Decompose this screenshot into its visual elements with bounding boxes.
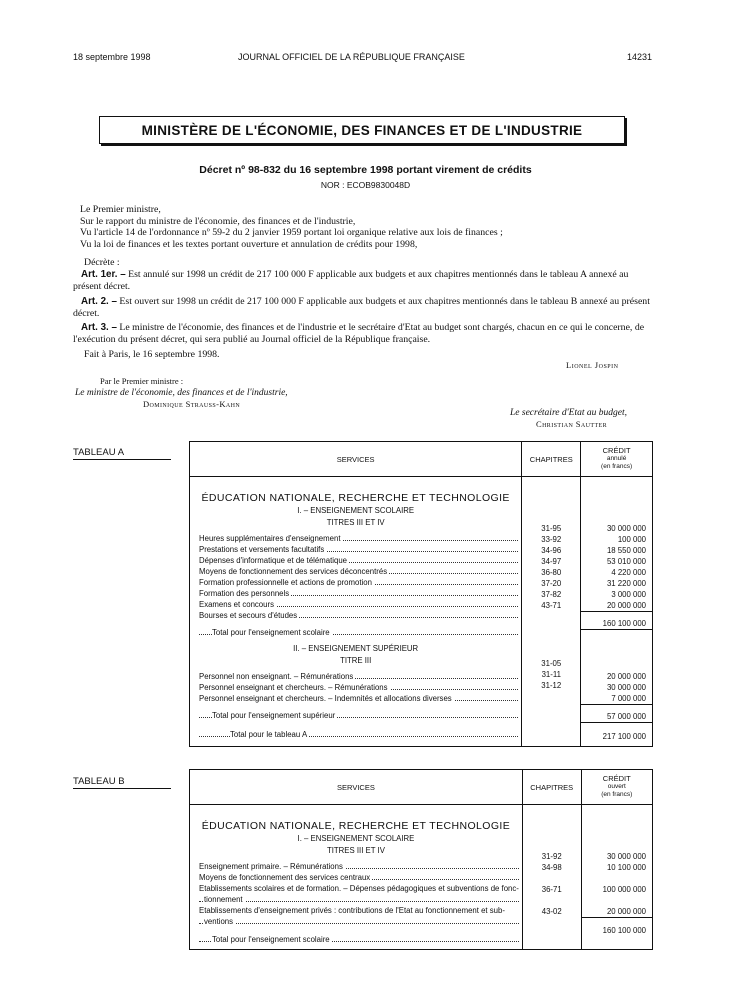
amount-cell: 20 000 000 xyxy=(606,907,646,916)
pm-signature: Lionel Jospin xyxy=(566,360,619,370)
chapter-cell: 31-95 xyxy=(541,524,562,533)
table-row-label: Personnel enseignant et chercheurs. – Indemnités et allocations diverses xyxy=(190,693,521,704)
table-row-label: Dépenses d'informatique et de télématique xyxy=(190,555,521,566)
minister-title: Le ministre de l'économie, des finances et de l'industrie, xyxy=(75,388,288,398)
chapter-cell: 31-92 xyxy=(541,852,562,861)
section-heading: ÉDUCATION NATIONALE, RECHERCHE ET TECHNOLOGIE xyxy=(201,820,511,832)
amount-cell: 53 010 000 xyxy=(606,557,646,566)
chapter-cell: 37-20 xyxy=(541,579,562,588)
table-header-row xyxy=(190,770,653,805)
tableau-a-table xyxy=(189,441,653,747)
ministry-title: MINISTÈRE DE L'ÉCONOMIE, DES FINANCES ET DE L'INDUSTRIE xyxy=(141,122,583,138)
article-1-text: Est annulé sur 1998 un crédit de 217 100 000 F applicable aux budgets et aux chapitres mentionnés dans le tableau A annexé au présent décret. xyxy=(73,269,629,292)
table-row-label: Examens et concours xyxy=(190,599,521,610)
header-journal: JOURNAL OFFICIEL DE LA RÉPUBLIQUE FRANÇAISE xyxy=(238,52,465,62)
par-le-pm: Par le Premier ministre : xyxy=(100,376,184,386)
minister-name: Dominique Strauss-Kahn xyxy=(143,399,241,409)
header-page-number: 14231 xyxy=(627,52,653,62)
total-row-label: Total pour l'enseignement supérieur xyxy=(190,710,521,721)
article-3 xyxy=(73,322,655,345)
services-column xyxy=(190,477,522,747)
table-row-label: Heures supplémentaires d'enseignement xyxy=(190,533,521,544)
table-row-label-line-2: tionnement xyxy=(190,894,522,905)
table-row-label: Prestations et versements facultatifs xyxy=(190,544,521,555)
table-row-label-line-1: Etablissements d'enseignement privés : contributions de l'Etat au fonctionnement et sub- xyxy=(199,906,505,915)
chapter-cell: 36-80 xyxy=(541,568,562,577)
section-heading: ÉDUCATION NATIONALE, RECHERCHE ET TECHNOLOGIE xyxy=(201,492,510,504)
subsection-heading: II. – ENSEIGNEMENT SUPÉRIEUR xyxy=(293,644,419,653)
preamble xyxy=(80,204,662,250)
total-row-label: Total pour l'enseignement scolaire xyxy=(190,627,521,638)
amount-cell: 100 000 xyxy=(617,535,646,544)
table-row-label: Enseignement primaire. – Rémunérations xyxy=(190,861,522,872)
header-date: 18 septembre 1998 xyxy=(73,52,151,62)
col-chapitres: CHAPITRES xyxy=(522,770,581,805)
chapter-cell: 31-12 xyxy=(541,681,562,690)
grand-total-label: Total pour le tableau A xyxy=(190,729,521,740)
col-credit-line-1: CRÉDIT xyxy=(602,446,631,455)
chapitres-column xyxy=(522,805,581,950)
amount-cell: 20 000 000 xyxy=(606,672,646,681)
secretary-title: Le secrétaire d'Etat au budget, xyxy=(510,408,627,418)
total-amount-cell: 57 000 000 xyxy=(606,712,646,721)
table-header-row xyxy=(190,442,653,477)
total-amount-cell: 160 100 000 xyxy=(602,926,646,935)
amount-cell: 10 100 000 xyxy=(606,863,646,872)
preamble-line: Sur le rapport du ministre de l'économie, des finances et de l'industrie, xyxy=(80,215,356,227)
ministry-banner xyxy=(99,116,625,144)
tableau-a-label: TABLEAU A xyxy=(73,447,125,458)
grand-total-amount: 217 100 000 xyxy=(602,732,646,741)
preamble-line: Vu la loi de finances et les textes portant ouverture et annulation de crédits pour 1998, xyxy=(80,238,418,250)
tableau-b-label: TABLEAU B xyxy=(73,776,125,787)
article-1-label: Art. 1er. – xyxy=(81,269,126,280)
col-credit xyxy=(581,442,653,477)
table-row-label-line-2: ventions xyxy=(190,916,522,927)
subsection-heading: I. – ENSEIGNEMENT SCOLAIRE xyxy=(297,506,415,515)
tableau-b-table xyxy=(189,769,653,950)
amount-cell: 20 000 000 xyxy=(606,601,646,610)
chapter-cell: 36-71 xyxy=(541,885,562,894)
col-credit-line-1: CRÉDIT xyxy=(602,774,631,783)
table-row-label: Bourses et secours d'études xyxy=(190,610,521,621)
amount-cell: 18 550 000 xyxy=(606,546,646,555)
article-3-text: Le ministre de l'économie, des finances et de l'industrie et le secrétaire d'Etat au budget sont chargés, chacun en ce qui le concerne, de l'exécution du présent décret, qui sera publié au Journal officiel de la République française. xyxy=(73,322,645,345)
tableau-a-divider xyxy=(73,459,171,460)
table-row-label: Formation des personnels xyxy=(190,588,521,599)
chapter-cell: 37-82 xyxy=(541,590,562,599)
preamble-line: Vu l'article 14 de l'ordonnance nº 59-2 du 2 janvier 1959 portant loi organique relative aux lois de finances ; xyxy=(80,227,503,238)
col-credit-line-3: (en francs) xyxy=(601,791,633,798)
table-row-label: Personnel enseignant et chercheurs. – Rémunérations xyxy=(190,682,521,693)
amount-cell: 30 000 000 xyxy=(606,683,646,692)
amount-cell: 7 000 000 xyxy=(611,694,646,703)
subsection-heading: I. – ENSEIGNEMENT SCOLAIRE xyxy=(297,834,415,843)
col-credit-line-2: ouvert xyxy=(607,783,626,790)
chapter-cell: 31-11 xyxy=(541,670,561,679)
titres-heading: TITRES III ET IV xyxy=(326,518,385,527)
secretary-name: Christian Sautter xyxy=(536,419,607,429)
total-amount-cell: 160 100 000 xyxy=(602,619,646,628)
chapitres-column xyxy=(522,477,581,747)
col-credit-line-3: (en francs) xyxy=(601,463,633,470)
amount-cell: 4 220 000 xyxy=(611,568,646,577)
table-body-row xyxy=(190,805,653,950)
chapter-cell: 43-02 xyxy=(541,907,562,916)
chapter-cell: 34-97 xyxy=(541,557,562,566)
table-row-label: Formation professionnelle et actions de promotion xyxy=(190,577,521,588)
amount-cell: 30 000 000 xyxy=(606,524,646,533)
tableau-b-divider xyxy=(73,788,171,789)
chapter-cell: 43-71 xyxy=(541,601,562,610)
chapter-cell: 34-98 xyxy=(541,863,562,872)
col-credit xyxy=(581,770,652,805)
decrete: Décrète : xyxy=(84,257,120,268)
decree-nor: NOR : ECOB9830048D xyxy=(320,180,411,190)
preamble-line: Le Premier ministre, xyxy=(80,204,161,215)
article-2 xyxy=(73,296,655,319)
services-column xyxy=(190,805,523,950)
credit-column xyxy=(581,477,653,747)
chapter-cell: 31-05 xyxy=(541,659,562,668)
col-services: SERVICES xyxy=(190,770,523,805)
article-2-label: Art. 2. – xyxy=(81,296,117,307)
amount-cell: 3 000 000 xyxy=(611,590,646,599)
article-1 xyxy=(73,269,655,292)
col-credit-line-2: annulé xyxy=(606,455,627,462)
article-2-text: Est ouvert sur 1998 un crédit de 217 100 000 F applicable aux budgets et aux chapitres mentionnés dans le tableau B annexé au présent décret. xyxy=(73,296,650,319)
article-3-label: Art. 3. – xyxy=(81,322,117,333)
amount-cell: 31 220 000 xyxy=(606,579,646,588)
table-row-label-line-1: Etablissements scolaires et de formation. – Dépenses pédagogiques et subventions de fonc- xyxy=(199,884,519,893)
amount-cell: 100 000 000 xyxy=(602,885,646,894)
titres-heading: TITRES III ET IV xyxy=(326,846,385,855)
table-row-label: Moyens de fonctionnement des services centraux xyxy=(190,872,522,883)
amount-cell: 30 000 000 xyxy=(606,852,646,861)
table-row-label: Moyens de fonctionnement des services déconcentrés xyxy=(190,566,521,577)
chapter-cell: 33-92 xyxy=(541,535,562,544)
table-row-label: Personnel non enseignant. – Rémunérations xyxy=(190,671,521,682)
col-services: SERVICES xyxy=(190,442,522,477)
credit-column xyxy=(581,805,652,950)
done-at: Fait à Paris, le 16 septembre 1998. xyxy=(84,349,220,360)
decree-title: Décret nº 98-832 du 16 septembre 1998 portant virement de crédits xyxy=(199,164,532,176)
total-row-label: Total pour l'enseignement scolaire xyxy=(190,934,522,945)
table-body-row xyxy=(190,477,653,747)
titres-heading: TITRE III xyxy=(340,656,372,665)
col-chapitres: CHAPITRES xyxy=(522,442,581,477)
chapter-cell: 34-96 xyxy=(541,546,562,555)
